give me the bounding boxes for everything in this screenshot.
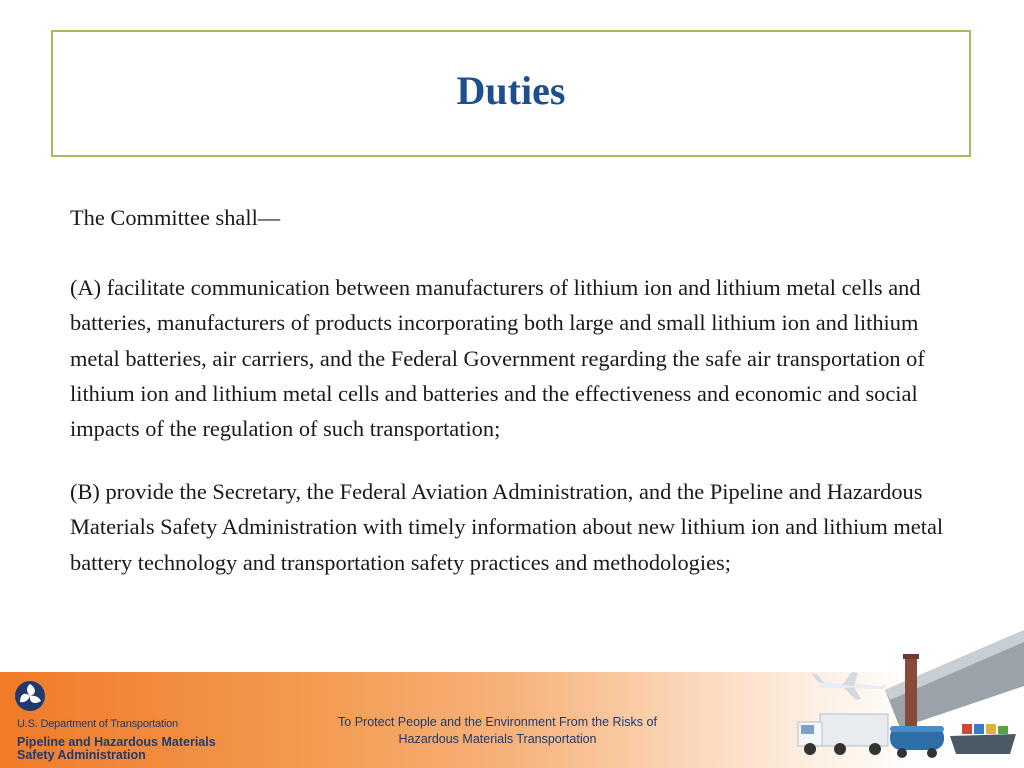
ship-icon (950, 724, 1016, 754)
tank-car-icon (890, 726, 944, 758)
agency-name: Pipeline and Hazardous Materials Safety Administration (17, 735, 216, 762)
intro-text: The Committee shall— (70, 205, 281, 230)
duty-a-text: (A) facilitate communication between manufacturers of lithium ion and lithium metal cells and batteries, manufacturers of products incorporating both large and small lithium ion and lithium metal batteries, air carriers, and the Federal Government regarding the safe air transportation of lithium ion and lithium metal cells and batteries and the effectiveness and economic and social impacts of the regulation of such transportation; (70, 275, 925, 442)
slide-title: Duties (456, 68, 566, 113)
airplane-icon (812, 672, 888, 700)
title-box (51, 30, 971, 157)
tagline-line-2: Hazardous Materials Transportation (398, 732, 597, 746)
truck-icon (798, 714, 888, 755)
dot-logo-icon (14, 680, 46, 712)
transportation-montage-icon (790, 628, 1024, 768)
duty-b-text: (B) provide the Secretary, the Federal Aviation Administration, and the Pipeline and Hazardous Materials Safety Administration with timely information about new lithium ion and lithium metal battery technology and transportation safety practices and methodologies; (70, 479, 944, 575)
tagline-line-1: To Protect People and the Environment From the Risks of (338, 715, 657, 729)
slide-body (70, 200, 970, 580)
smokestack-icon (903, 654, 919, 732)
department-name: U.S. Department of Transportation (17, 718, 178, 730)
footer-tagline (300, 714, 695, 748)
